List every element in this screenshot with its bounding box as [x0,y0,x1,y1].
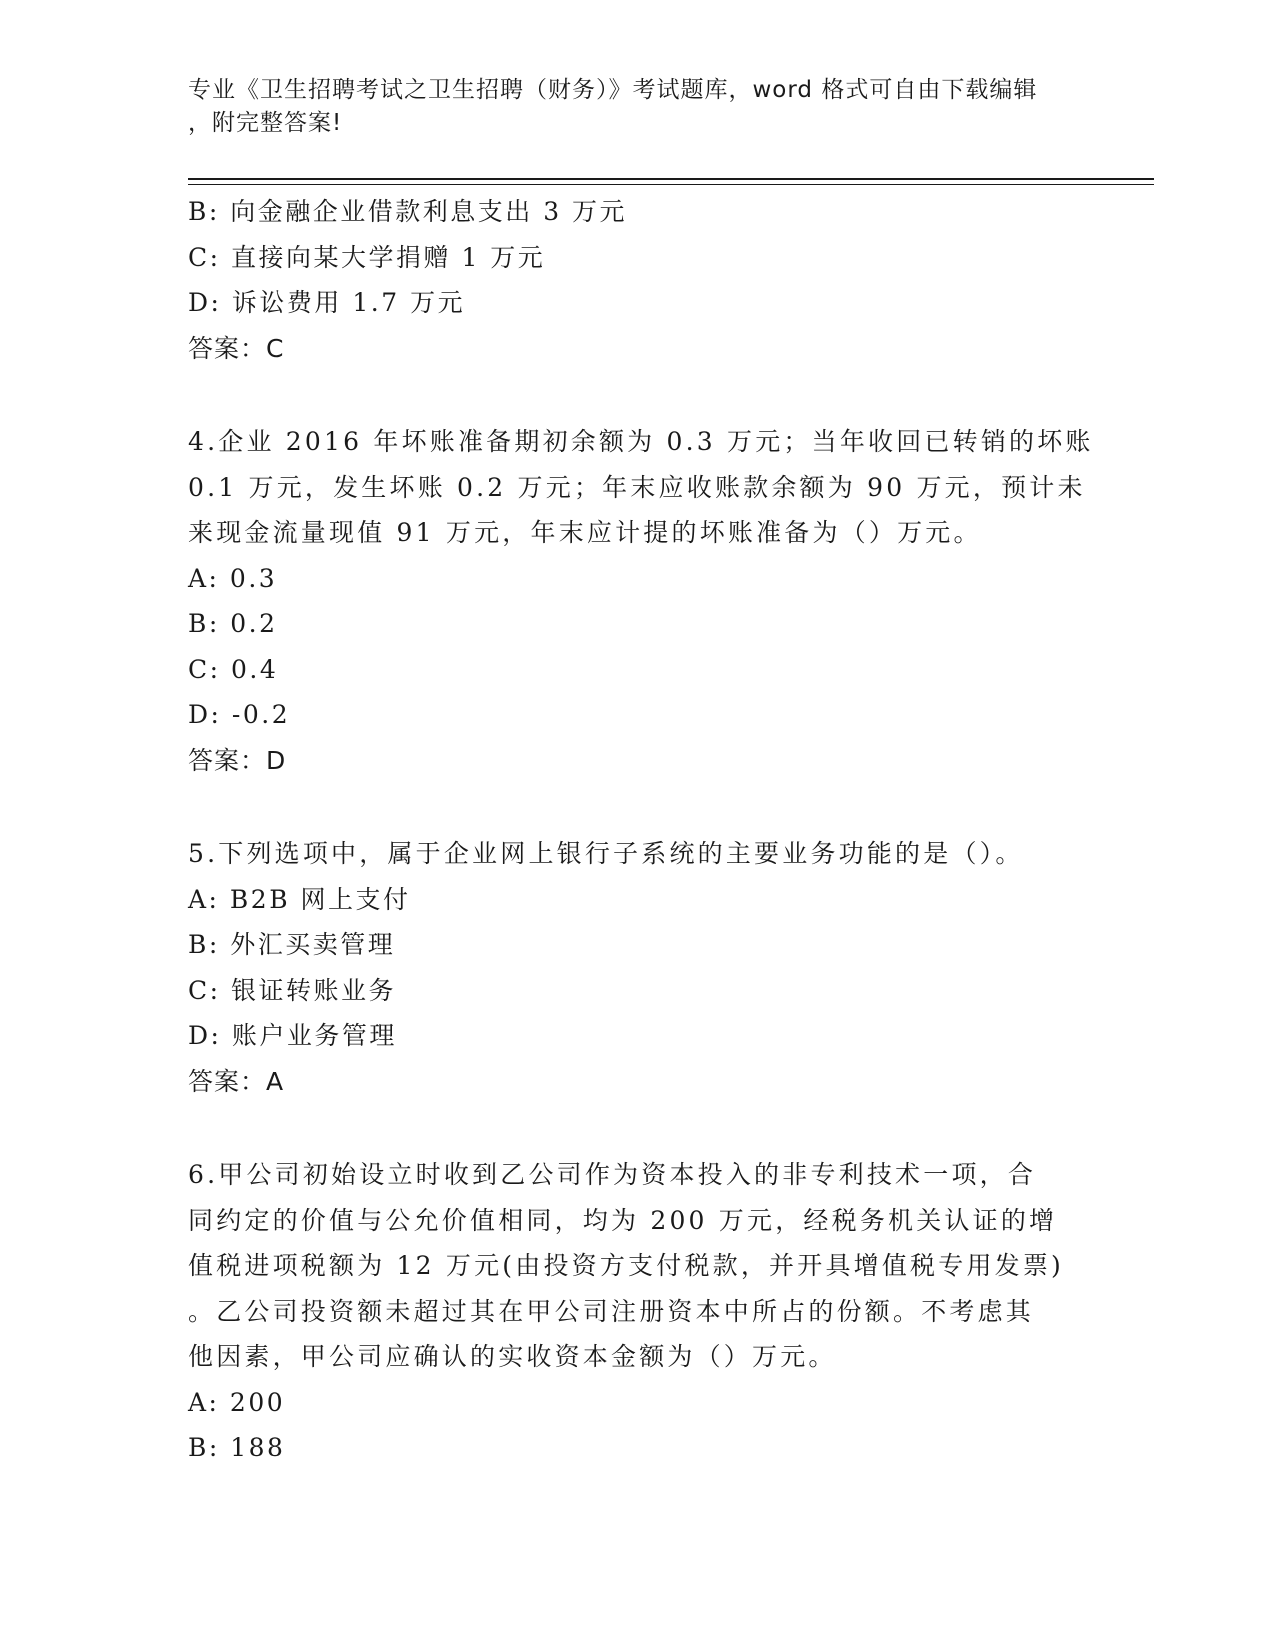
question-5 [188,831,1088,1104]
question-text [188,419,1094,556]
question-line: 值税进项税额为 12 万元(由投资方支付税款，并开具增值税专用发票) [188,1251,1065,1280]
header-divider-thick [188,178,1154,180]
spacer [188,1104,1088,1152]
option-b: B: 外汇买卖管理 [188,930,396,959]
question-6 [188,1152,1088,1471]
question-line: 他因素，甲公司应确认的实收资本金额为（）万元。 [188,1342,837,1371]
question-text [188,1152,1088,1380]
option-c: C: 0.4 [188,654,279,684]
question-text [188,831,1088,877]
option-a: A: 200 [188,1387,286,1417]
question-line: 。乙公司投资额未超过其在甲公司注册资本中所占的份额。不考虑其 [188,1296,1035,1326]
option-b: B: 向金融企业借款利息支出 3 万元 [188,197,628,226]
answer: 答案：A [188,1066,285,1096]
spacer [188,783,1088,831]
header-divider-thin [188,184,1154,185]
question-line: 6.甲公司初始设立时收到乙公司作为资本投入的非专利技术一项，合 [188,1160,1037,1189]
option-d: D: 诉讼费用 1.7 万元 [188,288,466,317]
spacer [188,371,1088,419]
option-a: A: B2B 网上支付 [188,884,411,914]
question-line: 4.企业 2016 年坏账准备期初余额为 0.3 万元；当年收回已转销的坏账 [188,427,1094,456]
question-line: 0.1 万元，发生坏账 0.2 万元；年末应收账款余额为 90 万元，预计未 [188,472,1086,502]
option-d: D: -0.2 [188,700,291,729]
question-line: 同约定的价值与公允价值相同，均为 200 万元，经税务机关认证的增 [188,1205,1058,1235]
option-b: B: 0.2 [188,609,278,638]
question-3-tail [188,189,1088,371]
header-line-1: 专业《卫生招聘考试之卫生招聘（财务）》考试题库，word 格式可自由下载编辑 [188,77,1038,103]
question-line: 来现金流量现值 91 万元，年末应计提的坏账准备为（）万元。 [188,518,982,547]
option-c: C: 银证转账业务 [188,975,396,1005]
question-content [188,189,1094,1471]
answer: 答案：C [188,333,285,363]
question-4 [188,419,1094,783]
question-line: 5.下列选项中，属于企业网上银行子系统的主要业务功能的是（）。 [188,839,1024,868]
document-header [188,74,1068,140]
header-line-2: ，附完整答案! [188,110,343,136]
option-a: A: 0.3 [188,563,278,593]
option-b: B: 188 [188,1433,286,1462]
answer: 答案：D [188,745,287,775]
option-d: D: 账户业务管理 [188,1021,397,1050]
option-c: C: 直接向某大学捐赠 1 万元 [188,242,546,272]
